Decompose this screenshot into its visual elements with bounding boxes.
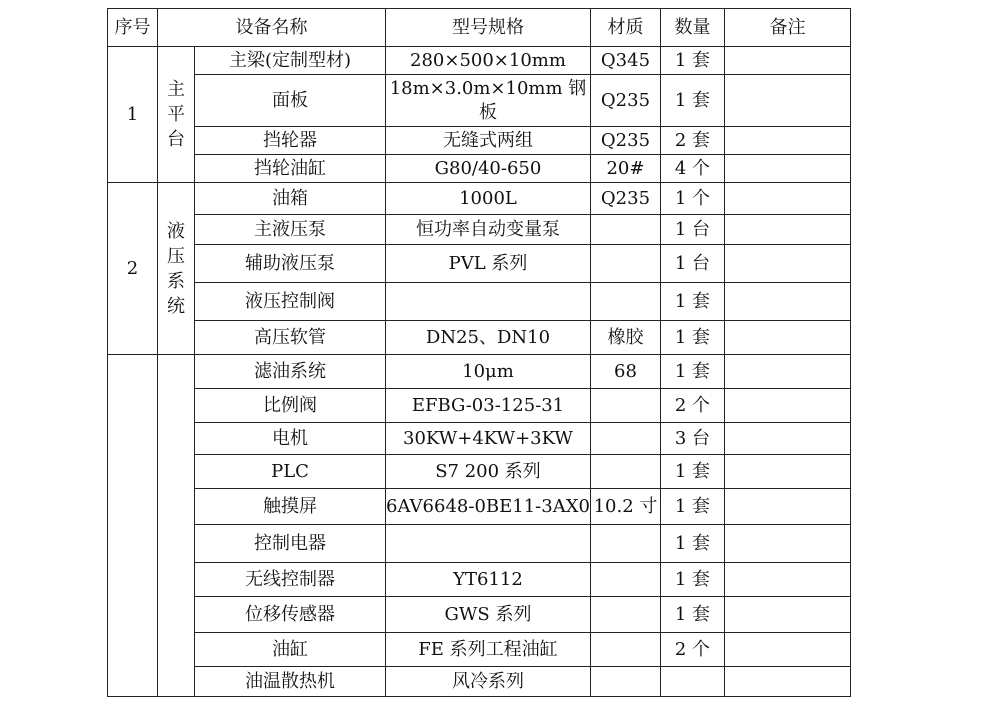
group-label-cell [158, 183, 195, 355]
table-row [108, 127, 851, 155]
table-row [108, 563, 851, 597]
item-model: YT6112 [386, 563, 591, 597]
item-material: Q235 [590, 127, 660, 155]
item-model: DN25、DN10 [386, 321, 591, 355]
item-material: Q235 [590, 75, 660, 127]
item-qty: 1 个 [660, 183, 724, 215]
item-material [590, 667, 660, 697]
table-row [108, 245, 851, 283]
item-name: 电机 [195, 423, 386, 455]
item-model: GWS 系列 [386, 597, 591, 633]
item-name: 油缸 [195, 633, 386, 667]
item-qty: 1 套 [660, 489, 724, 525]
item-model: 1000L [386, 183, 591, 215]
item-material [590, 525, 660, 563]
group-label: 主平台 [167, 79, 185, 150]
item-name: 油箱 [195, 183, 386, 215]
item-name: 触摸屏 [195, 489, 386, 525]
item-material: Q235 [590, 183, 660, 215]
item-name: 主液压泵 [195, 215, 386, 245]
item-material [590, 389, 660, 423]
header-material: 材质 [590, 9, 660, 47]
item-material: Q345 [590, 47, 660, 75]
item-name: 挡轮器 [195, 127, 386, 155]
item-name: 液压控制阀 [195, 283, 386, 321]
item-model: 10μm [386, 355, 591, 389]
item-model [386, 525, 591, 563]
item-qty: 2 个 [660, 633, 724, 667]
item-remark [724, 215, 850, 245]
header-no: 序号 [108, 9, 158, 47]
item-qty: 1 套 [660, 355, 724, 389]
header-row [108, 9, 851, 47]
table-row [108, 633, 851, 667]
table-row [108, 155, 851, 183]
header-name: 设备名称 [158, 9, 386, 47]
item-qty: 4 个 [660, 155, 724, 183]
item-model: 30KW+4KW+3KW [386, 423, 591, 455]
item-remark [724, 355, 850, 389]
table-row [108, 75, 851, 127]
item-remark [724, 455, 850, 489]
item-model: FE 系列工程油缸 [386, 633, 591, 667]
group-no: 2 [108, 183, 158, 355]
header-qty: 数量 [660, 9, 724, 47]
item-name: 面板 [195, 75, 386, 127]
table-row [108, 597, 851, 633]
item-remark [724, 47, 850, 75]
item-remark [724, 245, 850, 283]
item-material [590, 597, 660, 633]
item-qty: 1 套 [660, 563, 724, 597]
table-row [108, 355, 851, 389]
table-row [108, 389, 851, 423]
item-name: 油温散热机 [195, 667, 386, 697]
header-remark: 备注 [724, 9, 850, 47]
item-qty: 1 套 [660, 597, 724, 633]
item-model: EFBG-03-125-31 [386, 389, 591, 423]
item-qty: 1 台 [660, 245, 724, 283]
table-row [108, 455, 851, 489]
group-label-cell [158, 355, 195, 697]
item-material: 橡胶 [590, 321, 660, 355]
item-material [590, 563, 660, 597]
item-model: PVL 系列 [386, 245, 591, 283]
item-remark [724, 321, 850, 355]
item-model [386, 283, 591, 321]
item-material [590, 633, 660, 667]
item-material [590, 215, 660, 245]
item-remark [724, 389, 850, 423]
item-name: 辅助液压泵 [195, 245, 386, 283]
item-model: 无缝式两组 [386, 127, 591, 155]
table-row [108, 47, 851, 75]
item-qty: 1 套 [660, 75, 724, 127]
item-qty: 1 套 [660, 283, 724, 321]
item-qty: 1 套 [660, 525, 724, 563]
item-material: 10.2 寸 [590, 489, 660, 525]
group-no: 1 [108, 47, 158, 183]
item-model: 280×500×10mm [386, 47, 591, 75]
item-remark [724, 489, 850, 525]
item-name: 比例阀 [195, 389, 386, 423]
item-model: 18m×3.0m×10mm 钢板 [386, 75, 591, 127]
item-remark [724, 667, 850, 697]
item-model: 风冷系列 [386, 667, 591, 697]
table-row [108, 183, 851, 215]
item-model: 恒功率自动变量泵 [386, 215, 591, 245]
item-material [590, 423, 660, 455]
item-material: 68 [590, 355, 660, 389]
item-model: S7 200 系列 [386, 455, 591, 489]
table-row [108, 423, 851, 455]
table-row [108, 667, 851, 697]
group-no [108, 355, 158, 697]
item-remark [724, 283, 850, 321]
item-remark [724, 633, 850, 667]
header-model: 型号规格 [386, 9, 591, 47]
item-name: 挡轮油缸 [195, 155, 386, 183]
item-remark [724, 127, 850, 155]
table-row [108, 321, 851, 355]
item-remark [724, 183, 850, 215]
group-label: 液压系统 [167, 220, 185, 317]
item-qty: 2 个 [660, 389, 724, 423]
group-label-cell [158, 47, 195, 183]
table-row [108, 489, 851, 525]
item-qty [660, 667, 724, 697]
table-row [108, 215, 851, 245]
item-name: 滤油系统 [195, 355, 386, 389]
item-name: 无线控制器 [195, 563, 386, 597]
item-name: PLC [195, 455, 386, 489]
item-qty: 1 台 [660, 215, 724, 245]
item-remark [724, 423, 850, 455]
item-qty: 1 套 [660, 47, 724, 75]
item-name: 控制电器 [195, 525, 386, 563]
item-qty: 2 套 [660, 127, 724, 155]
item-model: G80/40-650 [386, 155, 591, 183]
item-remark [724, 155, 850, 183]
table-row [108, 525, 851, 563]
item-qty: 1 套 [660, 455, 724, 489]
item-material: 20# [590, 155, 660, 183]
item-remark [724, 75, 850, 127]
item-remark [724, 525, 850, 563]
item-material [590, 455, 660, 489]
item-remark [724, 563, 850, 597]
item-model: 6AV6648-0BE11-3AX0 [386, 489, 591, 525]
item-qty: 1 套 [660, 321, 724, 355]
item-qty: 3 台 [660, 423, 724, 455]
item-material [590, 245, 660, 283]
item-name: 主梁(定制型材) [195, 47, 386, 75]
equipment-table [107, 8, 851, 697]
item-name: 位移传感器 [195, 597, 386, 633]
item-remark [724, 597, 850, 633]
item-material [590, 283, 660, 321]
item-name: 高压软管 [195, 321, 386, 355]
table-row [108, 283, 851, 321]
